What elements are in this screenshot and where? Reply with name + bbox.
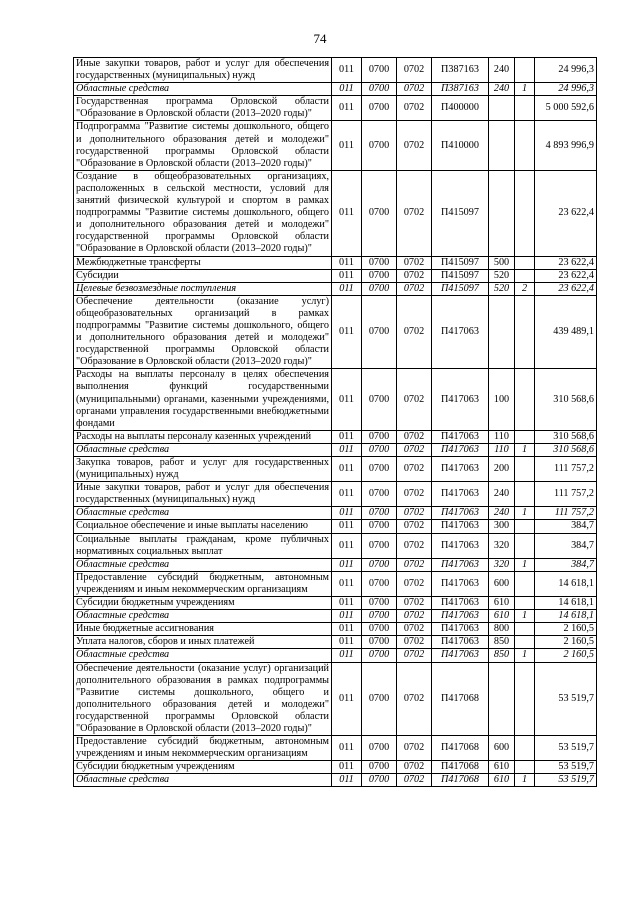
funding-source: 1: [515, 774, 535, 787]
ministry-code: 011: [332, 58, 362, 83]
expense-type: 240: [489, 83, 515, 96]
target-article: П417063: [432, 482, 489, 507]
amount: 384,7: [535, 533, 597, 558]
funding-source: [515, 369, 535, 430]
subsection-code: 0702: [397, 282, 432, 295]
amount: 384,7: [535, 520, 597, 533]
ministry-code: 011: [332, 623, 362, 636]
subsection-code: 0702: [397, 623, 432, 636]
ministry-code: 011: [332, 736, 362, 761]
expense-type: 600: [489, 736, 515, 761]
row-name: Областные средства: [74, 83, 332, 96]
section-code: 0700: [362, 636, 397, 649]
ministry-code: 011: [332, 443, 362, 456]
section-code: 0700: [362, 430, 397, 443]
expense-type: 610: [489, 610, 515, 623]
subsection-code: 0702: [397, 295, 432, 369]
row-name: Создание в общеобразовательных организациях, расположенных в сельской местности, условий для занятий физической культурой и спортом в рамках подпрограммы "Развитие системы дошкольного, общего и дополнительного образования детей и молодежи" государственной программы Орловской области "Образование в Орловской области (2013–2020 годы)": [74, 170, 332, 256]
table-row: [74, 83, 597, 96]
funding-source: 1: [515, 443, 535, 456]
section-code: 0700: [362, 256, 397, 269]
expense-type: 200: [489, 457, 515, 482]
section-code: 0700: [362, 96, 397, 121]
funding-source: 1: [515, 558, 535, 571]
funding-source: [515, 520, 535, 533]
section-code: 0700: [362, 774, 397, 787]
expense-type: 100: [489, 369, 515, 430]
funding-source: 2: [515, 282, 535, 295]
row-name: Областные средства: [74, 610, 332, 623]
expense-type: [489, 295, 515, 369]
ministry-code: 011: [332, 96, 362, 121]
expense-type: 320: [489, 533, 515, 558]
expense-type: 850: [489, 636, 515, 649]
subsection-code: 0702: [397, 170, 432, 256]
expense-type: 610: [489, 761, 515, 774]
row-name: Подпрограмма "Развитие системы дошкольного, общего и дополнительного образования детей и молодежи" государственной программы Орловской области "Образование в Орловской области (2013–2020 годы)": [74, 121, 332, 170]
funding-source: [515, 533, 535, 558]
target-article: П417063: [432, 597, 489, 610]
table-row: [74, 269, 597, 282]
subsection-code: 0702: [397, 369, 432, 430]
funding-source: [515, 121, 535, 170]
expense-type: [489, 121, 515, 170]
target-article: П417063: [432, 636, 489, 649]
table-row: [74, 282, 597, 295]
table-row: [74, 533, 597, 558]
table-row: [74, 121, 597, 170]
section-code: 0700: [362, 482, 397, 507]
subsection-code: 0702: [397, 443, 432, 456]
amount: 310 568,6: [535, 443, 597, 456]
table-row: [74, 369, 597, 430]
section-code: 0700: [362, 295, 397, 369]
expense-type: [489, 662, 515, 736]
row-name: Межбюджетные трансферты: [74, 256, 332, 269]
target-article: П417068: [432, 662, 489, 736]
table-row: [74, 558, 597, 571]
row-name: Обеспечение деятельности (оказание услуг) общеобразовательных организаций в рамках подпрограммы "Развитие системы дошкольного, общего и дополнительного образования детей и молодежи" государственной программы Орловской области "Образование в Орловской области (2013–2020 годы)": [74, 295, 332, 369]
budget-table: [73, 57, 597, 787]
table-row: [74, 597, 597, 610]
section-code: 0700: [362, 571, 397, 596]
row-name: Областные средства: [74, 774, 332, 787]
subsection-code: 0702: [397, 774, 432, 787]
table-row: [74, 520, 597, 533]
row-name: Предоставление субсидий бюджетным, автономным учреждениям и иным некоммерческим организациям: [74, 571, 332, 596]
row-name: Государственная программа Орловской области "Образование в Орловской области (2013–2020 годы)": [74, 96, 332, 121]
section-code: 0700: [362, 649, 397, 662]
target-article: П417063: [432, 649, 489, 662]
section-code: 0700: [362, 457, 397, 482]
ministry-code: 011: [332, 369, 362, 430]
row-name: Расходы на выплаты персоналу в целях обеспечения выполнения функций государственными (муниципальными) органами, казенными учреждениями, органами управления государственными внебюджетными фондами: [74, 369, 332, 430]
target-article: П400000: [432, 96, 489, 121]
table-row: [74, 58, 597, 83]
expense-type: [489, 96, 515, 121]
table-row: [74, 774, 597, 787]
amount: 111 757,2: [535, 482, 597, 507]
subsection-code: 0702: [397, 507, 432, 520]
ministry-code: 011: [332, 295, 362, 369]
amount: 24 996,3: [535, 83, 597, 96]
ministry-code: 011: [332, 256, 362, 269]
subsection-code: 0702: [397, 662, 432, 736]
subsection-code: 0702: [397, 96, 432, 121]
target-article: П415097: [432, 282, 489, 295]
table-row: [74, 457, 597, 482]
funding-source: 1: [515, 83, 535, 96]
section-code: 0700: [362, 170, 397, 256]
funding-source: 1: [515, 649, 535, 662]
amount: 2 160,5: [535, 636, 597, 649]
section-code: 0700: [362, 623, 397, 636]
funding-source: [515, 269, 535, 282]
funding-source: [515, 295, 535, 369]
target-article: П410000: [432, 121, 489, 170]
section-code: 0700: [362, 597, 397, 610]
ministry-code: 011: [332, 507, 362, 520]
row-name: Целевые безвозмездные поступления: [74, 282, 332, 295]
target-article: П417063: [432, 430, 489, 443]
expense-type: 610: [489, 597, 515, 610]
subsection-code: 0702: [397, 761, 432, 774]
amount: 2 160,5: [535, 623, 597, 636]
amount: 23 622,4: [535, 282, 597, 295]
table-row: [74, 96, 597, 121]
funding-source: [515, 170, 535, 256]
section-code: 0700: [362, 58, 397, 83]
table-row: [74, 623, 597, 636]
section-code: 0700: [362, 533, 397, 558]
row-name: Социальное обеспечение и иные выплаты населению: [74, 520, 332, 533]
row-name: Иные закупки товаров, работ и услуг для обеспечения государственных (муниципальных) нужд: [74, 482, 332, 507]
expense-type: 240: [489, 482, 515, 507]
funding-source: [515, 761, 535, 774]
subsection-code: 0702: [397, 736, 432, 761]
row-name: Закупка товаров, работ и услуг для государственных (муниципальных) нужд: [74, 457, 332, 482]
expense-type: 800: [489, 623, 515, 636]
subsection-code: 0702: [397, 610, 432, 623]
funding-source: [515, 430, 535, 443]
funding-source: [515, 623, 535, 636]
amount: 53 519,7: [535, 761, 597, 774]
amount: 23 622,4: [535, 256, 597, 269]
funding-source: 1: [515, 507, 535, 520]
section-code: 0700: [362, 761, 397, 774]
subsection-code: 0702: [397, 58, 432, 83]
amount: 53 519,7: [535, 662, 597, 736]
table-row: [74, 761, 597, 774]
section-code: 0700: [362, 507, 397, 520]
expense-type: 600: [489, 571, 515, 596]
ministry-code: 011: [332, 121, 362, 170]
target-article: П417063: [432, 457, 489, 482]
row-name: Областные средства: [74, 649, 332, 662]
target-article: П417063: [432, 369, 489, 430]
row-name: Субсидии бюджетным учреждениям: [74, 761, 332, 774]
target-article: П415097: [432, 170, 489, 256]
funding-source: 1: [515, 610, 535, 623]
amount: 14 618,1: [535, 597, 597, 610]
section-code: 0700: [362, 121, 397, 170]
table-row: [74, 649, 597, 662]
subsection-code: 0702: [397, 571, 432, 596]
ministry-code: 011: [332, 457, 362, 482]
row-name: Субсидии бюджетным учреждениям: [74, 597, 332, 610]
amount: 5 000 592,6: [535, 96, 597, 121]
amount: 310 568,6: [535, 369, 597, 430]
row-name: Субсидии: [74, 269, 332, 282]
table-row: [74, 443, 597, 456]
subsection-code: 0702: [397, 121, 432, 170]
table-row: [74, 507, 597, 520]
target-article: П415097: [432, 269, 489, 282]
table-row: [74, 295, 597, 369]
target-article: П417063: [432, 295, 489, 369]
expense-type: 520: [489, 269, 515, 282]
expense-type: 610: [489, 774, 515, 787]
target-article: П417063: [432, 610, 489, 623]
ministry-code: 011: [332, 170, 362, 256]
section-code: 0700: [362, 736, 397, 761]
expense-type: 110: [489, 443, 515, 456]
target-article: П415097: [432, 256, 489, 269]
ministry-code: 011: [332, 482, 362, 507]
target-article: П417068: [432, 736, 489, 761]
expense-type: 300: [489, 520, 515, 533]
subsection-code: 0702: [397, 482, 432, 507]
amount: 111 757,2: [535, 457, 597, 482]
table-row: [74, 610, 597, 623]
expense-type: 850: [489, 649, 515, 662]
funding-source: [515, 482, 535, 507]
row-name: Обеспечение деятельности (оказание услуг) организаций дополнительного образования в рамках подпрограммы "Развитие системы дошкольного, общего и дополнительного образования детей и молодежи" государственной программы Орловской области "Образование в Орловской области (2013–2020 годы)": [74, 662, 332, 736]
table-row: [74, 662, 597, 736]
amount: 24 996,3: [535, 58, 597, 83]
ministry-code: 011: [332, 662, 362, 736]
ministry-code: 011: [332, 558, 362, 571]
section-code: 0700: [362, 520, 397, 533]
amount: 384,7: [535, 558, 597, 571]
table-row: [74, 636, 597, 649]
subsection-code: 0702: [397, 457, 432, 482]
section-code: 0700: [362, 610, 397, 623]
subsection-code: 0702: [397, 649, 432, 662]
funding-source: [515, 457, 535, 482]
row-name: Уплата налогов, сборов и иных платежей: [74, 636, 332, 649]
target-article: П387163: [432, 83, 489, 96]
subsection-code: 0702: [397, 430, 432, 443]
expense-type: 520: [489, 282, 515, 295]
expense-type: [489, 170, 515, 256]
section-code: 0700: [362, 558, 397, 571]
funding-source: [515, 597, 535, 610]
ministry-code: 011: [332, 610, 362, 623]
section-code: 0700: [362, 269, 397, 282]
expense-type: 240: [489, 507, 515, 520]
target-article: П417063: [432, 558, 489, 571]
row-name: Иные закупки товаров, работ и услуг для обеспечения государственных (муниципальных) нужд: [74, 58, 332, 83]
amount: 53 519,7: [535, 736, 597, 761]
subsection-code: 0702: [397, 597, 432, 610]
section-code: 0700: [362, 369, 397, 430]
section-code: 0700: [362, 282, 397, 295]
expense-type: 500: [489, 256, 515, 269]
subsection-code: 0702: [397, 558, 432, 571]
funding-source: [515, 96, 535, 121]
target-article: П417063: [432, 507, 489, 520]
row-name: Областные средства: [74, 443, 332, 456]
funding-source: [515, 58, 535, 83]
table-row: [74, 571, 597, 596]
table-row: [74, 170, 597, 256]
amount: 439 489,1: [535, 295, 597, 369]
ministry-code: 011: [332, 520, 362, 533]
target-article: П417063: [432, 520, 489, 533]
table-body: [74, 58, 597, 787]
section-code: 0700: [362, 662, 397, 736]
target-article: П417068: [432, 761, 489, 774]
amount: 14 618,1: [535, 571, 597, 596]
row-name: Расходы на выплаты персоналу казенных учреждений: [74, 430, 332, 443]
subsection-code: 0702: [397, 83, 432, 96]
expense-type: 320: [489, 558, 515, 571]
subsection-code: 0702: [397, 269, 432, 282]
table-row: [74, 482, 597, 507]
target-article: П417063: [432, 623, 489, 636]
ministry-code: 011: [332, 282, 362, 295]
ministry-code: 011: [332, 649, 362, 662]
table-row: [74, 256, 597, 269]
ministry-code: 011: [332, 761, 362, 774]
funding-source: [515, 736, 535, 761]
target-article: П387163: [432, 58, 489, 83]
funding-source: [515, 636, 535, 649]
amount: 2 160,5: [535, 649, 597, 662]
target-article: П417063: [432, 571, 489, 596]
amount: 53 519,7: [535, 774, 597, 787]
table-row: [74, 736, 597, 761]
subsection-code: 0702: [397, 520, 432, 533]
expense-type: 240: [489, 58, 515, 83]
expense-type: 110: [489, 430, 515, 443]
funding-source: [515, 662, 535, 736]
amount: 14 618,1: [535, 610, 597, 623]
ministry-code: 011: [332, 774, 362, 787]
ministry-code: 011: [332, 636, 362, 649]
row-name: Социальные выплаты гражданам, кроме публичных нормативных социальных выплат: [74, 533, 332, 558]
amount: 23 622,4: [535, 170, 597, 256]
funding-source: [515, 256, 535, 269]
subsection-code: 0702: [397, 256, 432, 269]
target-article: П417063: [432, 443, 489, 456]
table-row: [74, 430, 597, 443]
amount: 23 622,4: [535, 269, 597, 282]
target-article: П417063: [432, 533, 489, 558]
ministry-code: 011: [332, 269, 362, 282]
funding-source: [515, 571, 535, 596]
ministry-code: 011: [332, 597, 362, 610]
amount: 111 757,2: [535, 507, 597, 520]
amount: 310 568,6: [535, 430, 597, 443]
ministry-code: 011: [332, 571, 362, 596]
section-code: 0700: [362, 83, 397, 96]
target-article: П417068: [432, 774, 489, 787]
row-name: Областные средства: [74, 558, 332, 571]
row-name: Областные средства: [74, 507, 332, 520]
row-name: Предоставление субсидий бюджетным, автономным учреждениям и иным некоммерческим организациям: [74, 736, 332, 761]
ministry-code: 011: [332, 430, 362, 443]
page-number: 74: [313, 31, 327, 46]
subsection-code: 0702: [397, 636, 432, 649]
ministry-code: 011: [332, 533, 362, 558]
ministry-code: 011: [332, 83, 362, 96]
subsection-code: 0702: [397, 533, 432, 558]
amount: 4 893 996,9: [535, 121, 597, 170]
row-name: Иные бюджетные ассигнования: [74, 623, 332, 636]
section-code: 0700: [362, 443, 397, 456]
